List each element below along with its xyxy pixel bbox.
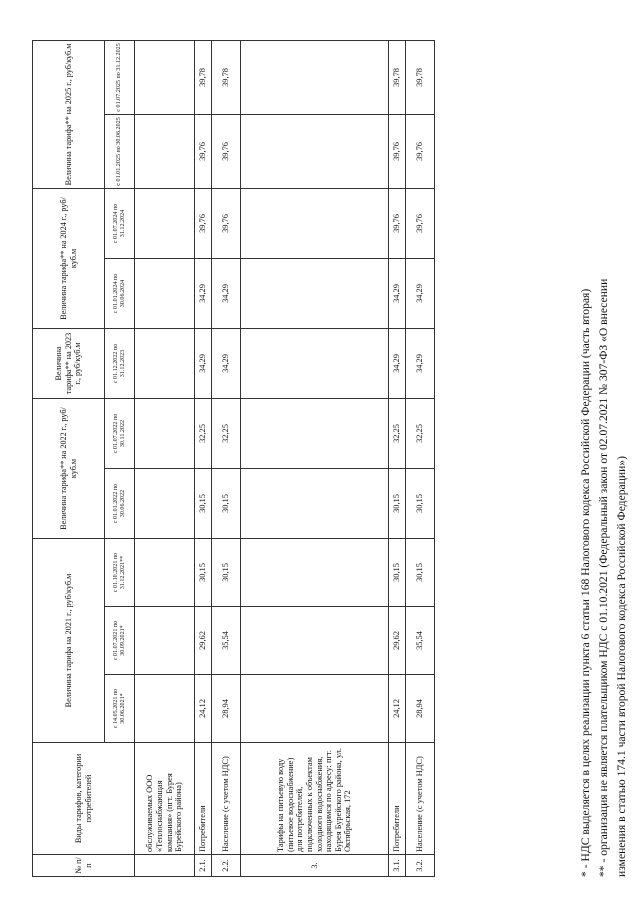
period-cell: с 01.07.2024 по 31.12.2024 [105,188,135,258]
tariff-value: 32,25 [406,398,435,468]
tariff-value: 34,29 [212,328,241,398]
tariff-value [135,258,195,328]
tariff-value [135,40,195,114]
tariff-value [135,188,195,258]
row-number: 2.1. [195,855,212,877]
table-body [135,40,435,876]
table-row [241,40,389,876]
period-cell: с 01.01.2022 по 30.06.2022 [105,469,135,539]
tariff-value: 39,76 [389,114,406,188]
tariff-value: 34,29 [389,258,406,328]
tariff-value: 39,78 [389,40,406,114]
tariff-value: 39,76 [195,114,212,188]
tariff-value: 30,15 [212,539,241,607]
tariff-value: 29,62 [389,607,406,675]
tariff-value: 30,15 [195,539,212,607]
tariff-value: 32,25 [195,398,212,468]
table-row [406,40,435,876]
tariff-value [241,398,389,468]
tariff-value [241,328,389,398]
tariff-value: 30,15 [212,469,241,539]
tariff-value: 24,12 [389,675,406,743]
tariff-value: 30,15 [195,469,212,539]
header-2023: Величина тарифа** на 2023 г., руб/куб.м [33,328,105,398]
tariff-value [135,398,195,468]
row-number: 3. [241,855,389,877]
tariff-value: 39,78 [212,40,241,114]
table-row [135,40,195,876]
period-cell: с 14.05.2021 по 30.06.2021* [105,675,135,743]
tariff-value: 24,12 [195,675,212,743]
tariff-value [135,539,195,607]
tariff-value: 32,25 [212,398,241,468]
tariff-value: 30,15 [406,469,435,539]
tariff-value [241,607,389,675]
tariff-value: 39,76 [389,188,406,258]
tariff-value [135,607,195,675]
tariff-value: 34,29 [406,258,435,328]
tariff-value: 34,29 [406,328,435,398]
tariff-value: 29,62 [195,607,212,675]
period-cell: с 01.10.2021 по 31.12.2021** [105,539,135,607]
header-type: Виды тарифов, категории потребителей [33,743,135,855]
header-num: № п/п [33,855,135,877]
row-category: Тарифы на питьевую воду (питьевое водоснабжение) для потребителей, подключенных к объектам холодного водоснабжения, находящимся по адресу: пгт. Бурея Бурейского района, ул. Октябрьская, 172 [241,743,389,855]
tariff-value: 34,29 [195,258,212,328]
row-number: 2.2. [212,855,241,877]
table-row [195,40,212,876]
tariff-value: 30,15 [389,469,406,539]
tariff-value: 39,76 [195,188,212,258]
tariff-table [32,40,435,877]
tariff-value [241,539,389,607]
header-2024: Величина тарифа** на 2024 г., руб/куб.м [33,188,105,328]
header-2025: Величина тарифа** на 2025 г., руб/куб.м [33,40,105,188]
tariff-value [241,40,389,114]
row-category: Потребители [389,743,406,855]
tariff-value [241,258,389,328]
tariff-value: 28,94 [212,675,241,743]
footnote-vat: * - НДС выделяется в целях реализации пункта 6 статьи 168 Налогового кодекса Российской Федерации (часть вторая) [579,288,592,877]
header-2021: Величина тарифа на 2021 г., руб/куб.м [33,539,105,743]
tariff-value: 35,54 [406,607,435,675]
tariff-value: 32,25 [389,398,406,468]
footnote-no-vat-cont: изменения в статью 174.1 части второй Налогового кодекса Российской Федерации») [615,456,628,877]
tariff-value: 39,76 [406,114,435,188]
tariff-value: 39,76 [212,188,241,258]
tariff-value: 28,94 [406,675,435,743]
period-cell: с 01.07.2021 по 30.09.2021* [105,607,135,675]
row-category: обслуживаемых ООО «Теплоснабжающая компания» (пгт. Бурея Бурейского района) [135,743,195,855]
tariff-value: 35,54 [212,607,241,675]
row-number: 3.2. [406,855,435,877]
tariff-value [241,114,389,188]
footnote-no-vat: ** - организация не является плательщиком НДС с 01.10.2021 (Федеральный закон от 02.07.2021 № 307-ФЗ «О внесении [597,278,610,877]
tariff-value: 34,29 [389,328,406,398]
tariff-value: 39,76 [406,188,435,258]
tariff-value: 30,15 [406,539,435,607]
row-number [135,855,195,877]
tariff-value: 34,29 [195,328,212,398]
tariff-value [241,469,389,539]
tariff-value [241,188,389,258]
row-category: Потребители [195,743,212,855]
row-category: Население (с учетом НДС) [406,743,435,855]
tariff-value [241,675,389,743]
tariff-value [135,675,195,743]
table-row [212,40,241,876]
tariff-value: 39,76 [212,114,241,188]
header-2022: Величина тарифа** на 2022 г., руб/куб.м [33,398,105,538]
table-row [389,40,406,876]
tariff-value [135,469,195,539]
header-row [33,40,105,876]
period-cell: с 01.12.2022 по 31.12.2023 [105,328,135,398]
period-cell: с 01.07.2025 по 31.12.2025 [105,40,135,114]
tariff-value [135,114,195,188]
row-number: 3.1. [389,855,406,877]
tariff-value [135,328,195,398]
tariff-value: 30,15 [389,539,406,607]
row-category: Население (с учетом НДС) [212,743,241,855]
tariff-value: 34,29 [212,258,241,328]
period-cell: с 01.01.2025 по 30.06.2025 [105,114,135,188]
tariff-value: 39,78 [195,40,212,114]
tariff-value: 39,78 [406,40,435,114]
period-cell: с 01.07.2022 по 30.11.2022 [105,398,135,468]
period-cell: с 01.01.2024 по 30.06.2024 [105,258,135,328]
